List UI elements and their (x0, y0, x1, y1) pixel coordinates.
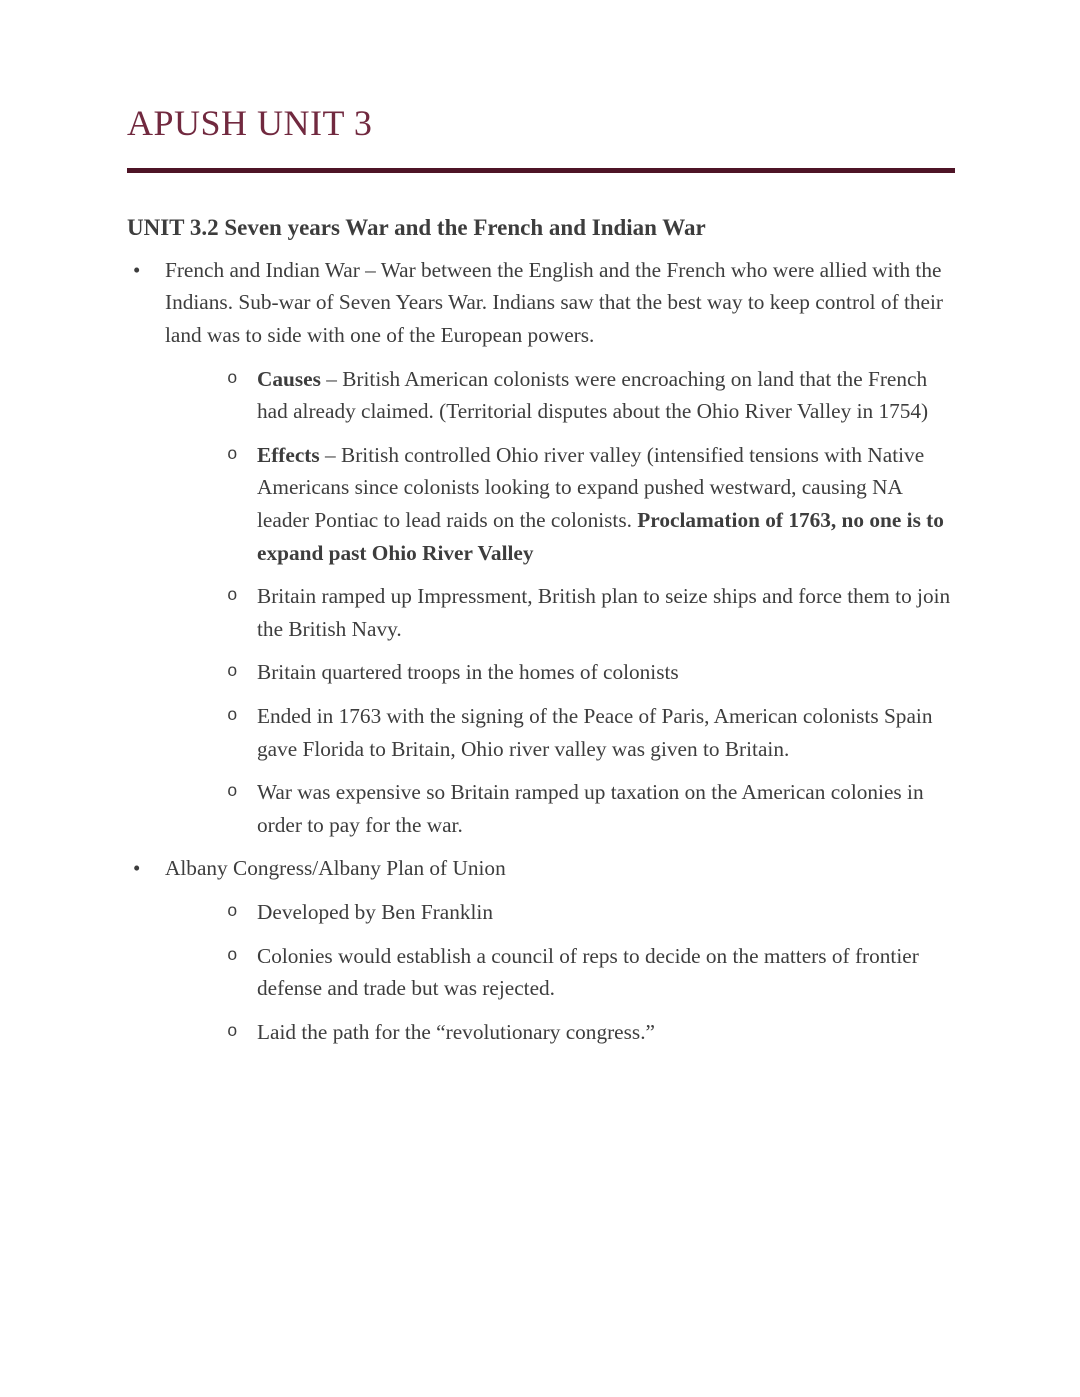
list-item-text (257, 776, 955, 841)
circle-bullet-icon: o (227, 1021, 238, 1042)
list-item (127, 1016, 955, 1049)
list-item (127, 700, 955, 765)
circle-bullet-icon: o (227, 945, 238, 966)
text-segment: War was expensive so Britain ramped up taxation on the American colonies in order to pay for the war. (257, 780, 924, 837)
section-heading: UNIT 3.2 Seven years War and the French and Indian War (127, 214, 706, 240)
text-segment: Ended in 1763 with the signing of the Peace of Paris, American colonists Spain gave Florida to Britain, Ohio river valley was given to Britain. (257, 703, 933, 761)
text-segment: Britain ramped up Impressment, British plan to seize ships and force them to join the British Navy. (257, 584, 951, 641)
list-item (127, 254, 955, 352)
list-item-text (165, 852, 955, 885)
text-segment: Developed by Ben Franklin (257, 899, 493, 924)
list-item (127, 940, 955, 1005)
text-segment: French and Indian War – War between the English and the French who were allied with the Indians. Sub-war of Seven Years War. Indians saw that the best way to keep control of their land was to side with one of the European powers. (165, 257, 944, 348)
bold-text-segment: Proclamation of 1763, no one is to expand past Ohio River Valley (257, 508, 944, 565)
bullet-list (127, 254, 955, 1048)
list-item-text (165, 254, 955, 352)
circle-bullet-icon: o (227, 586, 238, 607)
bold-text-segment: Effects (257, 442, 320, 467)
list-item-text (257, 896, 955, 929)
list-item (127, 896, 955, 929)
list-item-text (257, 363, 955, 428)
title-rule-divider (127, 168, 955, 173)
circle-bullet-icon: o (227, 444, 238, 465)
circle-bullet-icon: o (227, 901, 238, 922)
list-item-text (257, 1016, 955, 1049)
list-item (127, 363, 955, 428)
circle-bullet-icon: o (227, 782, 238, 803)
list-item-text (257, 940, 955, 1005)
circle-bullet-icon: o (227, 662, 238, 683)
disc-bullet-icon: • (133, 856, 141, 881)
list-item (127, 580, 955, 645)
list-item-text (257, 580, 955, 645)
list-item (127, 776, 955, 841)
circle-bullet-icon: o (227, 705, 238, 726)
list-item-text (257, 439, 955, 569)
list-item (127, 439, 955, 569)
text-segment: Laid the path for the “revolutionary congress.” (257, 1019, 655, 1044)
disc-bullet-icon: • (133, 257, 141, 282)
text-segment: – British controlled Ohio river valley (intensified tensions with Native Americans since colonists looking to expand pushed westward, causing NA leader Pontiac to lead raids on the colonists. (257, 442, 925, 532)
list-item-text (257, 700, 955, 765)
text-segment: Colonies would establish a council of reps to decide on the matters of frontier defense and trade but was rejected. (257, 943, 919, 1001)
text-segment: Albany Congress/Albany Plan of Union (165, 856, 506, 881)
list-item-text (257, 656, 955, 689)
circle-bullet-icon: o (227, 368, 238, 389)
page-title: APUSH UNIT 3 (127, 103, 373, 143)
list-item (127, 656, 955, 689)
text-segment: Britain quartered troops in the homes of colonists (257, 660, 679, 685)
bold-text-segment: Causes (257, 366, 321, 391)
text-segment: – British American colonists were encroaching on land that the French had already claimed. (Territorial disputes about the Ohio River Valley in 1754) (257, 366, 929, 424)
list-item (127, 852, 955, 885)
